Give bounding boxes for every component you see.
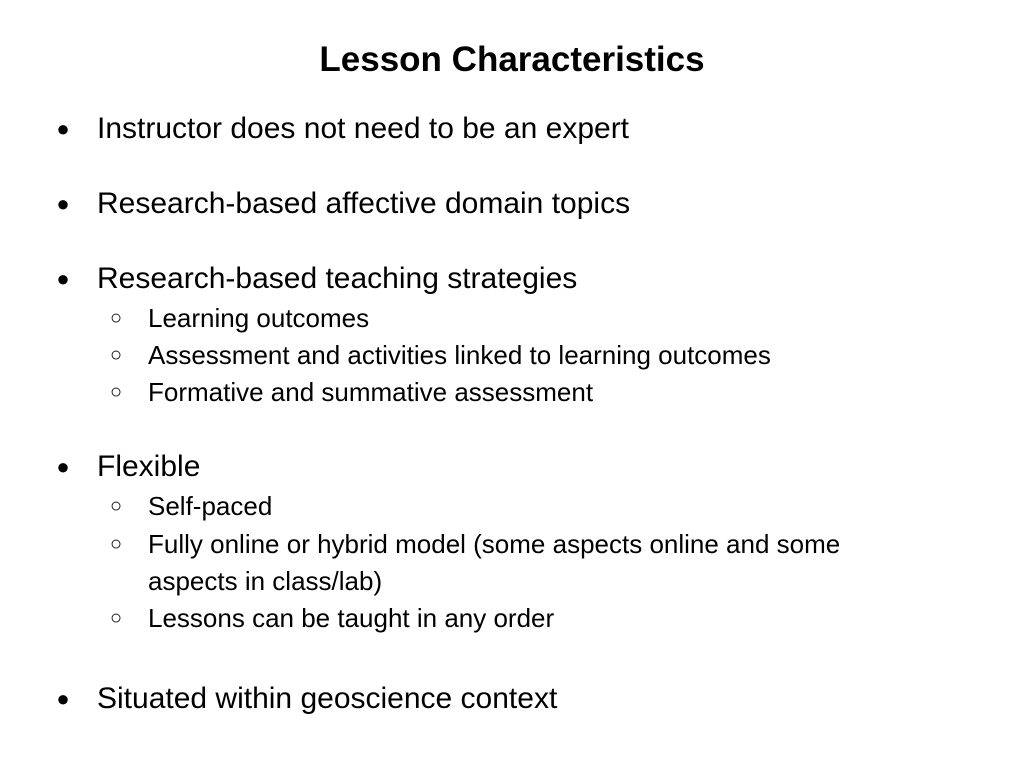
bullet-dot-icon: ● (56, 454, 70, 479)
bullet-text: Flexible (97, 450, 201, 483)
sub-bullet-text: Fully online or hybrid model (some aspects online and some aspects in class/lab) (148, 529, 841, 596)
sub-bullet-circle-icon: ○ (109, 495, 123, 517)
sub-bullet-text: Assessment and activities linked to learning outcomes (148, 340, 771, 370)
sub-bullet-circle-icon: ○ (109, 307, 123, 329)
sub-bullet-text: Formative and summative assessment (148, 377, 594, 407)
bullet-dot-icon: ● (56, 266, 70, 291)
bullet-text: Research-based affective domain topics (97, 187, 631, 220)
sub-bullet-text: Learning outcomes (148, 303, 370, 333)
bullet-text: Situated within geoscience context (97, 682, 558, 715)
bullet-dot-icon: ● (56, 686, 70, 711)
slide-title: Lesson Characteristics (319, 40, 705, 79)
sub-bullet-circle-icon: ○ (109, 533, 123, 555)
bullet-text: Instructor does not need to be an expert (97, 112, 630, 145)
bullet-text: Research-based teaching strategies (97, 262, 578, 295)
sub-bullet-text: Self-paced (148, 491, 273, 521)
sub-bullet-circle-icon: ○ (109, 344, 123, 366)
sub-bullet-circle-icon: ○ (109, 381, 123, 403)
sub-bullet-text: Lessons can be taught in any order (148, 603, 555, 633)
bullet-dot-icon: ● (56, 116, 70, 141)
bullet-dot-icon: ● (56, 191, 70, 216)
sub-bullet-circle-icon: ○ (109, 607, 123, 629)
